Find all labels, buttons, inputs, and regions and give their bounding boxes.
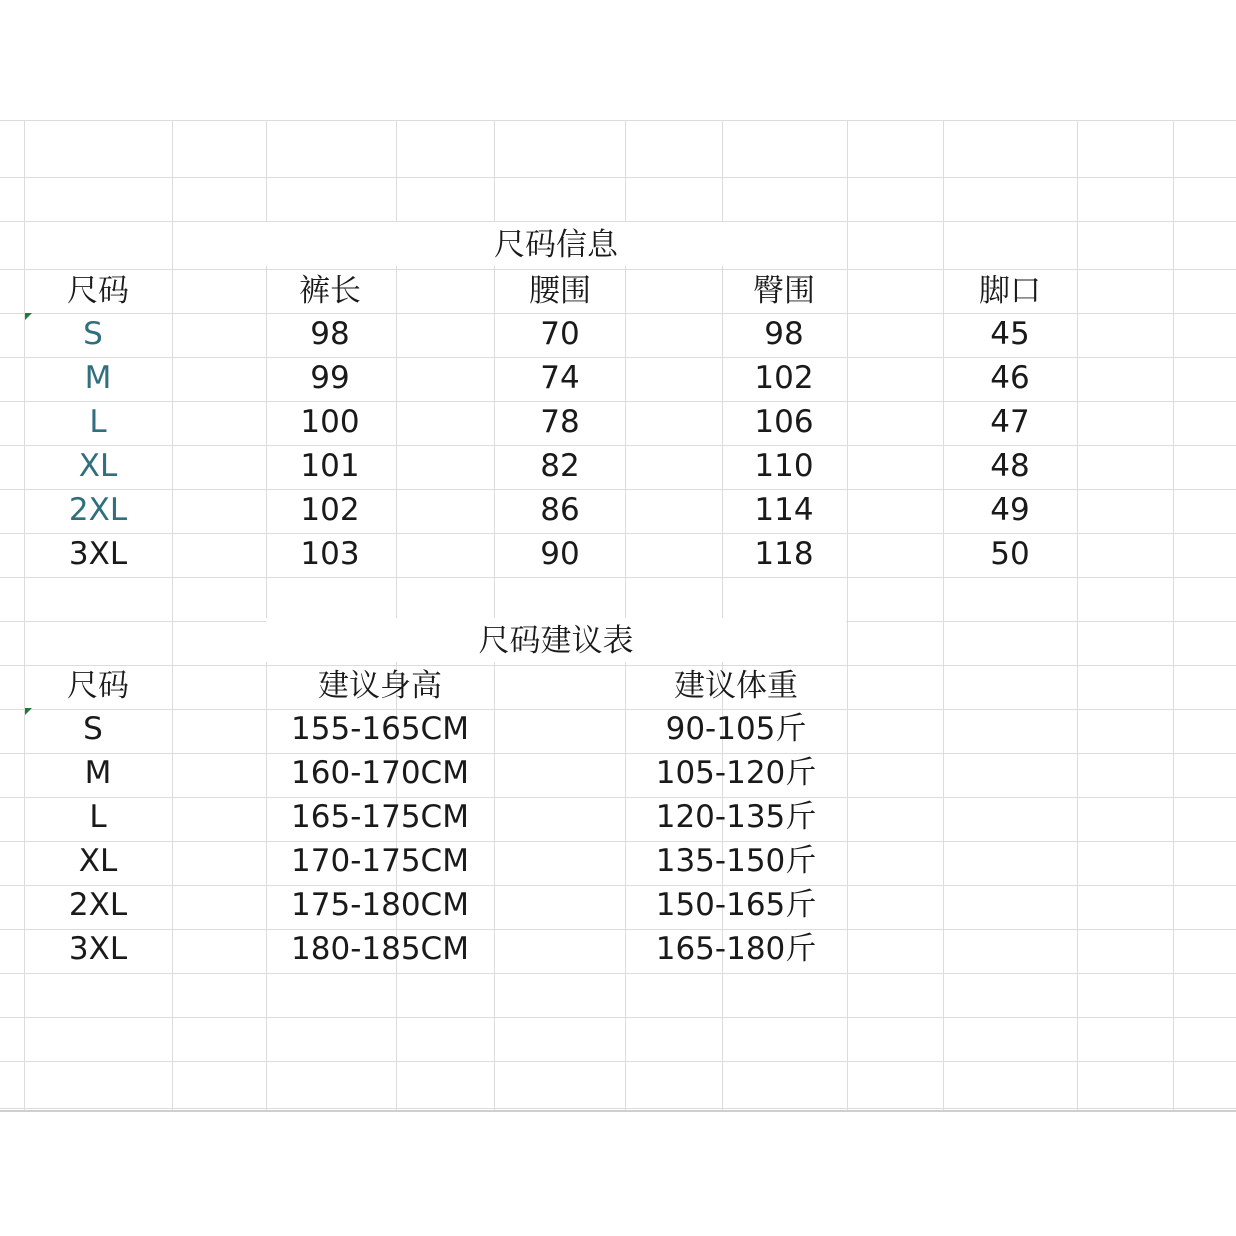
- size-suggestion-header-2: 建议体重: [674, 668, 798, 704]
- size-info-cell: 118: [754, 536, 814, 572]
- sheet-bottom-border: [0, 1110, 1236, 1112]
- size-info-cell: 78: [540, 404, 580, 440]
- size-suggestion-cell: 165-175CM: [291, 799, 469, 835]
- size-suggestion-cell: 90-105斤: [665, 711, 807, 747]
- size-info-cell: 103: [300, 536, 360, 572]
- size-info-cell: 114: [754, 492, 814, 528]
- row-gridline: [0, 1108, 1236, 1109]
- row-gridline: [0, 577, 1236, 578]
- size-info-cell: 106: [754, 404, 814, 440]
- size-info-cell: 46: [990, 360, 1030, 396]
- size-info-title: 尺码信息: [494, 227, 618, 263]
- size-suggestion-cell: 120-135斤: [655, 799, 817, 835]
- size-suggestion-cell: 160-170CM: [291, 755, 469, 791]
- size-info-cell: 90: [540, 536, 580, 572]
- size-suggestion-cell: 165-180斤: [655, 931, 817, 967]
- size-info-cell: 70: [540, 316, 580, 352]
- size-info-cell: 86: [540, 492, 580, 528]
- size-info-cell: 48: [990, 448, 1030, 484]
- row-gridline: [0, 177, 1236, 178]
- size-label: M: [84, 360, 112, 396]
- size-info-cell: 102: [754, 360, 814, 396]
- size-label: S: [83, 711, 103, 747]
- cell-indicator-icon: [25, 708, 32, 715]
- size-info-cell: 98: [764, 316, 804, 352]
- size-info-cell: 102: [300, 492, 360, 528]
- size-info-cell: 110: [754, 448, 814, 484]
- size-suggestion-cell: 170-175CM: [291, 843, 469, 879]
- size-label: XL: [78, 448, 118, 484]
- size-info-cell: 98: [310, 316, 350, 352]
- size-info-cell: 82: [540, 448, 580, 484]
- row-gridline: [0, 1061, 1236, 1062]
- row-gridline: [0, 120, 1236, 121]
- size-label: 2XL: [68, 492, 128, 528]
- size-info-cell: 100: [300, 404, 360, 440]
- size-info-cell: 45: [990, 316, 1030, 352]
- size-suggestion-header-0: 尺码: [67, 668, 129, 704]
- cell-indicator-icon: [25, 313, 32, 320]
- size-suggestion-header-1: 建议身高: [318, 668, 442, 704]
- size-info-cell: 50: [990, 536, 1030, 572]
- size-label: M: [84, 755, 112, 791]
- column-gridline: [1173, 120, 1174, 1110]
- size-label: S: [83, 316, 103, 352]
- size-info-header-3: 臀围: [753, 273, 815, 309]
- row-gridline: [0, 973, 1236, 974]
- size-info-header-4: 脚口: [979, 273, 1041, 309]
- size-info-header-0: 尺码: [67, 273, 129, 309]
- size-suggestion-cell: 155-165CM: [291, 711, 469, 747]
- row-gridline: [0, 1017, 1236, 1018]
- size-info-cell: 101: [300, 448, 360, 484]
- size-info-cell: 49: [990, 492, 1030, 528]
- size-suggestion-cell: 105-120斤: [655, 755, 817, 791]
- size-label: 3XL: [68, 931, 128, 967]
- size-suggestion-cell: 180-185CM: [291, 931, 469, 967]
- size-label: L: [89, 404, 107, 440]
- size-label: 3XL: [68, 536, 128, 572]
- size-suggestion-cell: 175-180CM: [291, 887, 469, 923]
- size-suggestion-cell: 150-165斤: [655, 887, 817, 923]
- size-label: 2XL: [68, 887, 128, 923]
- size-info-cell: 74: [540, 360, 580, 396]
- size-label: L: [89, 799, 107, 835]
- size-suggestion-title: 尺码建议表: [478, 623, 634, 659]
- size-info-header-1: 裤长: [299, 273, 361, 309]
- size-info-header-2: 腰围: [529, 273, 591, 309]
- size-label: XL: [78, 843, 118, 879]
- size-info-cell: 47: [990, 404, 1030, 440]
- size-info-cell: 99: [310, 360, 350, 396]
- size-suggestion-cell: 135-150斤: [655, 843, 817, 879]
